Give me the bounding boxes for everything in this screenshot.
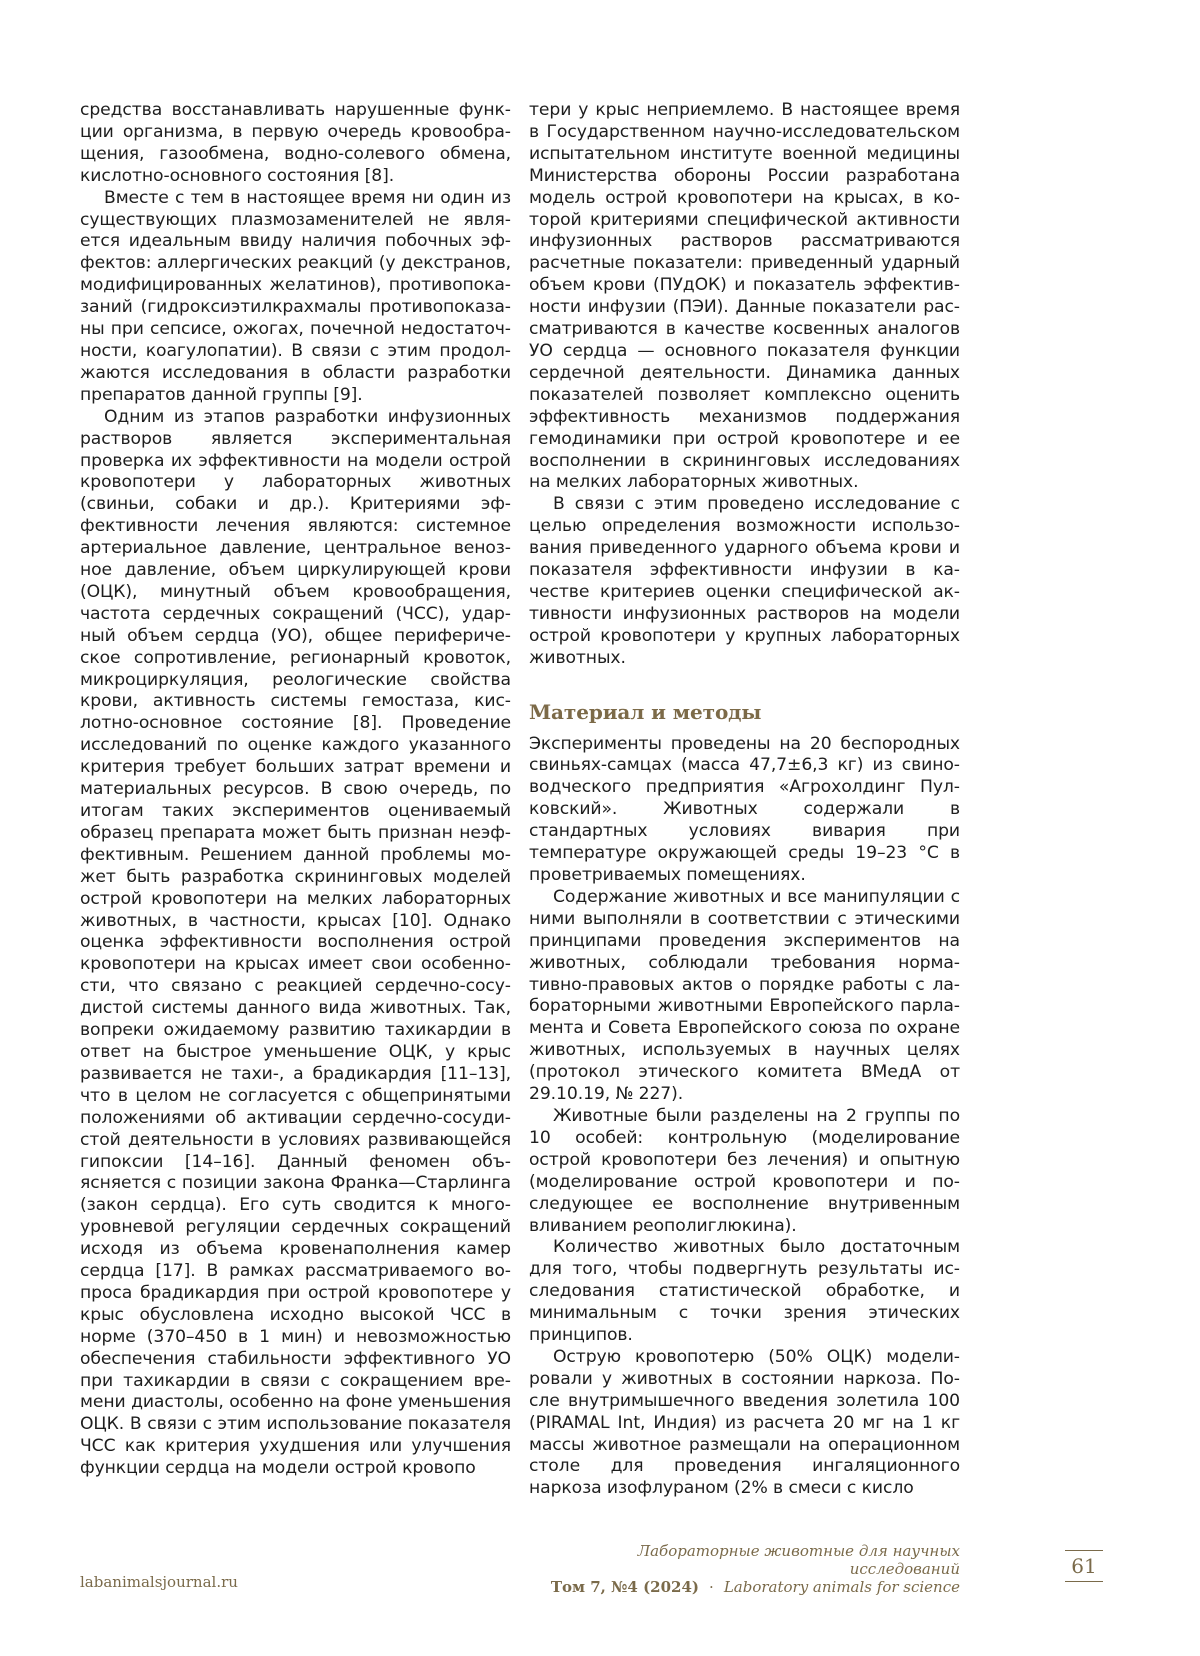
body-paragraph: Одним из этапов разработки инфузионных растворов является экспериментальная проверка их эффективности на модели острой кровопотери у лабораторных животных (свиньи, собаки и др.). Критериями эффективности лечения являются: системное артериальное давление, центральное венозное давление, объем циркулирующей крови (ОЦК), минутный объем кровообращения, частота сердечных сокращений (ЧСС), ударный объем сердца (УО), общее периферическое сопротивление, регионарный кровоток, микроциркуляция, реологические свойства крови, активность системы гемостаза, кислотно-основное состояние [8]. Проведение исследований по оценке каждого указанного критерия требует больших затрат времени и материальных ресурсов. В свою очередь, по итогам таких экспериментов оцениваемый образец препарата может быть признан неэффективным. Решением данной проблемы может быть разработка скрининговых моделей острой кровопотери на мелких лабораторных животных, в частности, крысах [10]. Однако оценка эффективности восполнения острой кровопотери на крысах имеет свои особенности, что связано с реакцией сердечно-сосудистой системы данного вида животных. Так, вопреки ожидаемому развитию тахикардии в ответ на быстрое уменьшение ОЦК, у крыс развивается не тахи-, а брадикардия [11–13], что в целом не согласуется с общепринятыми положениями об активации сердечно-сосудистой деятельности в условиях развивающейся гипоксии [14–16]. Данный феномен объясняется с позиции закона Франка—Старлинга (закон сердца). Его суть сводится к многоуровневой регуляции сердечных сокращений исходя из объема кровенаполнения камер сердца [17]. В рамках рассматриваемого вопроса брадикардия при острой кровопотере у крыс обусловлена исходно высокой ЧСС в норме (370–450 в 1 мин) и невозможностью обеспечения стабильности эффективного УО при тахикардии в связи с сокращением времени диастолы, особенно на фоне уменьшения ОЦК. В связи с этим использование показателя ЧСС как критерия ухудшения или улучшения функции сердца на модели острой кровопо bbox=[80, 406, 511, 1479]
body-paragraph: Количество животных было достаточным для того, чтобы подвергнуть результаты исследования статистической обработке, и минимальным с точки зрения этических принципов. bbox=[529, 1237, 960, 1346]
journal-issue-line bbox=[529, 1578, 960, 1596]
body-paragraph: В связи с этим проведено исследование с целью определения возможности использования приведенного ударного объема крови и показателя эффективности инфузии в качестве критериев оценки специфической активности инфузионных растворов на модели острой кровопотери у крупных лабораторных животных. bbox=[529, 494, 960, 668]
right-column bbox=[529, 100, 960, 1500]
body-paragraph: Содержание животных и все манипуляции с ними выполняли в соответствии с этическими принципами проведения экспериментов на животных, соблюдали требования нормативно-правовых актов о порядке работы с лабораторными животными Европейского парламента и Совета Европейского союза по охране животных, используемых в научных целях (протокол этического комитета ВМедА от 29.10.19, № 227). bbox=[529, 886, 960, 1105]
body-paragraph: Животные были разделены на 2 группы по 10 особей: контрольную (моделирование острой кровопотери без лечения) и опытную (моделирование острой кровопотери и последующее ее восполнение внутривенным вливанием реополиглюкина). bbox=[529, 1105, 960, 1236]
footer-separator: · bbox=[709, 1578, 714, 1596]
body-paragraph: средства восстанавливать нарушенные функции организма, в первую очередь кровообращения, газообмена, водно-солевого обмена, кислотно-основного состояния [8]. bbox=[80, 100, 511, 186]
body-paragraph: Эксперименты проведены на 20 беспородных свиньях-самцах (масса 47,7±6,3 кг) из свиноводческого предприятия «Агрохолдинг Пулковский». Животных содержали в стандартных условиях вивария при температуре окружающей среды 19–23 °С в проветриваемых помещениях. bbox=[529, 733, 960, 885]
footer-site-url[interactable]: labanimalsjournal.ru bbox=[80, 1573, 238, 1591]
journal-volume: Том 7, №4 (2024) bbox=[550, 1578, 700, 1596]
journal-title-en: Laboratory animals for science bbox=[723, 1578, 960, 1596]
left-column bbox=[80, 100, 511, 1480]
body-paragraph: Острую кровопотерю (50% ОЦК) моделировали у животных в состоянии наркоза. После внутримышечного введения золетила 100 (PIRAMAL Int, Индия) из расчета 20 мг на 1 кг массы животное размещали на операционном столе для проведения ингаляционного наркоза изофлураном (2% в смеси с кисло bbox=[529, 1346, 960, 1499]
footer-journal-info bbox=[529, 1542, 960, 1596]
body-paragraph: тери у крыс неприемлемо. В настоящее время в Государственном научно-исследовательском испытательном институте военной медицины Министерства обороны России разработана модель острой кровопотери на крысах, в которой критериями специфической активности инфузионных растворов рассматриваются расчетные показатели: приведенный ударный объем крови (ПУдОК) и показатель эффективности инфузии (ПЭИ). Данные показатели рассматриваются в качестве косвенных аналогов УО сердца — основного показателя функции сердечной деятельности. Динамика данных показателей позволяет комплексно оценить эффективность механизмов поддержания гемодинамики при острой кровопотере и ее восполнении в скрининговых исследованиях на мелких лабораторных животных. bbox=[529, 100, 960, 493]
journal-title-ru: Лабораторные животные для научных исследований bbox=[637, 1542, 960, 1578]
page-number: 61 bbox=[1065, 1550, 1103, 1582]
section-heading-methods: Материал и методы bbox=[529, 699, 762, 724]
body-paragraph: Вместе с тем в настоящее время ни один из существующих плазмозаменителей не является идеальным ввиду наличия побочных эффектов: аллергических реакций (у декстранов, модифицированных желатинов), противопоказаний (гидроксиэтилкрахмалы противопоказаны при сепсисе, ожогах, почечной недостаточности, коагулопатии). В связи с этим продолжаются исследования в области разработки препаратов данной группы [9]. bbox=[80, 187, 511, 405]
